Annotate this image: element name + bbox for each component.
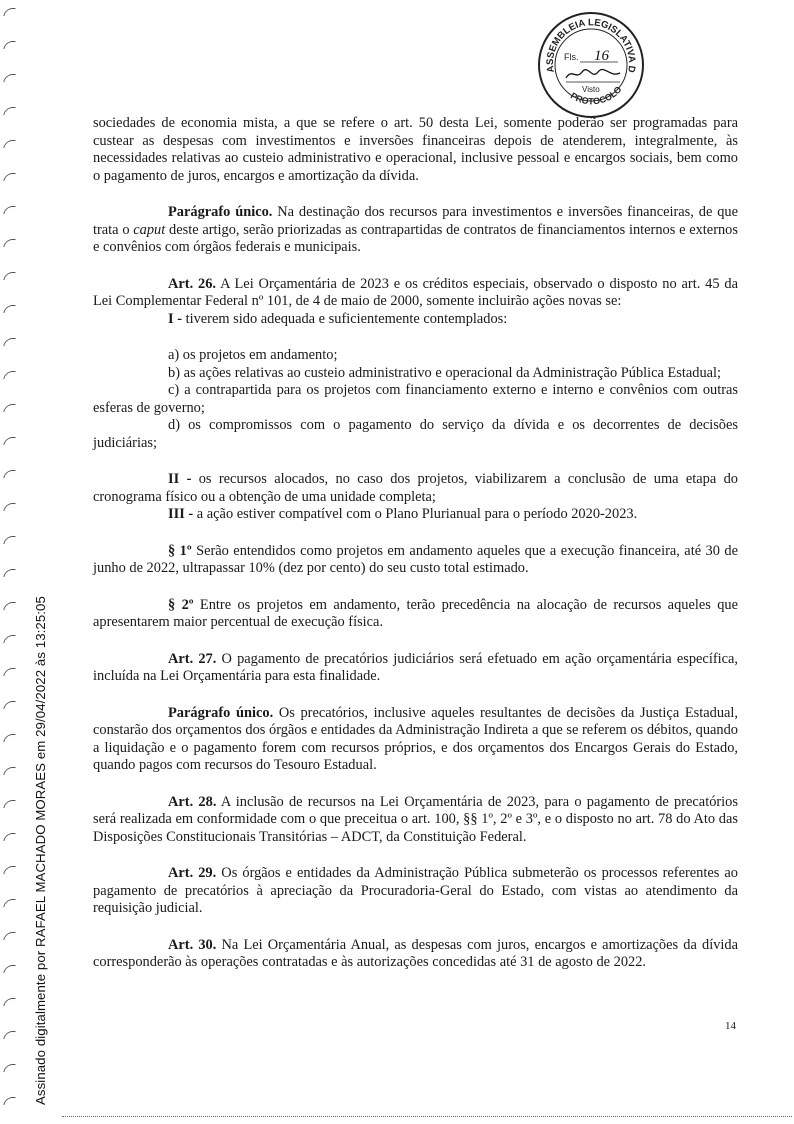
scan-edge-mark <box>3 140 15 148</box>
footer-divider <box>62 1116 792 1117</box>
scan-edge-mark <box>3 437 15 445</box>
scan-edge-mark <box>3 41 15 49</box>
document-body <box>93 115 738 972</box>
stamp-visto-label: Visto <box>582 85 600 94</box>
article-28: Art. 28. A inclusão de recursos na Lei Orçamentária de 2023, para o pagamento de precatórios será realizada em conformidade com o que preceitua o art. 100, §§ 1º, 2º e 3º, e o disposto no art. 78 do Ato das Disposições Constitucionais Transitórias – ADCT, da Constituição Federal. <box>93 793 738 845</box>
scan-edge-mark <box>3 701 15 709</box>
article-26-item-i: I - tiverem sido adequada e suficientemente contemplados: <box>168 310 508 327</box>
protocol-stamp <box>536 10 646 120</box>
article-30: Art. 30. Na Lei Orçamentária Anual, as despesas com juros, encargos e amortizações da dívida corresponderão às operações contratadas e às autorizações concedidas até 31 de agosto de 2022. <box>93 936 738 970</box>
scan-edge-mark <box>3 635 15 643</box>
scan-edge-mark <box>3 8 15 16</box>
scan-edge-mark <box>3 371 15 379</box>
article-label: Art. 29. <box>168 865 217 881</box>
scan-edge-mark <box>3 965 15 973</box>
scan-edge-mark <box>3 272 15 280</box>
article-26-item-iii: III - a ação estiver compatível com o Plano Plurianual para o período 2020-2023. <box>168 506 638 522</box>
article-26-paragraph-2: § 2º Entre os projetos em andamento, terão precedência na alocação de recursos aqueles que apresentarem maior percentual de execução física. <box>93 596 738 630</box>
paragraph-continuation: sociedades de economia mista, a que se refere o art. 50 desta Lei, somente poderão ser programadas para custear as despesas com investimentos e inversões financeiras depois de atenderem, integralmente, às necessidades relativas ao custeio administrativo e operacional, inclusive pessoal e encargos sociais, bem como o pagamento de juros, encargos e amortização da dívida. <box>93 115 738 184</box>
stamp-fls-value: 16 <box>594 48 609 64</box>
stamp-handwritten-signature <box>566 69 620 78</box>
scan-edge-mark <box>3 734 15 742</box>
article-26-item-d: d) os compromissos com o pagamento do serviço da dívida e os decorrentes de decisões judiciárias; <box>93 417 738 451</box>
scan-edge-mark <box>3 998 15 1006</box>
scan-edge-mark <box>3 1031 15 1039</box>
scan-edge-mark <box>3 470 15 478</box>
scan-edge-mark <box>3 1064 15 1072</box>
scan-edge-mark <box>3 668 15 676</box>
scan-edge-mark <box>3 239 15 247</box>
article-label: Art. 28. <box>168 793 217 810</box>
scan-edge-mark <box>3 107 15 115</box>
article-26-item-b: b) as ações relativas ao custeio administrativo e operacional da Administração Pública Estadual; <box>168 364 722 381</box>
stamp-fls-label: Fls. <box>564 52 579 62</box>
article-27: Art. 27. O pagamento de precatórios judiciários será efetuado em ação orçamentária específica, incluída na Lei Orçamentária para esta finalidade. <box>93 650 738 684</box>
scan-edge-mark <box>3 206 15 214</box>
scan-edge-mark <box>3 404 15 412</box>
scan-edge-mark <box>3 899 15 907</box>
scan-edge-mark <box>3 1097 15 1105</box>
scan-edge-marks <box>0 0 30 1124</box>
scan-edge-mark <box>3 800 15 808</box>
article-label: Art. 27. <box>168 650 217 667</box>
stamp-ring-text: ASSEMBLEIA LEGISLATIVA D <box>544 17 638 74</box>
stamp-protocol-text: PROTOCOLO <box>568 84 624 107</box>
article-26-item-ii: II - os recursos alocados, no caso dos projetos, viabilizarem a conclusão de uma etapa do cronograma físico ou a obtenção de uma unidade completa; <box>93 471 738 505</box>
article-26-item-a: a) os projetos em andamento; <box>168 347 338 363</box>
scan-edge-mark <box>3 932 15 940</box>
article-label: Art. 30. <box>168 936 217 953</box>
scan-edge-mark <box>3 866 15 874</box>
scan-edge-mark <box>3 503 15 511</box>
paragraph-label: Parágrafo único. <box>168 704 274 721</box>
article-26-paragraph-1: § 1º Serão entendidos como projetos em andamento aqueles que a execução financeira, até 30 de junho de 2022, ultrapassar 10% (dez por cento) do seu custo total estimado. <box>93 542 738 576</box>
article-29: Art. 29. Os órgãos e entidades da Administração Pública submeterão os processos referentes ao pagamento de precatórios à apreciação da Procuradoria-Geral do Estado, com vistas ao atendimento da requisição judicial. <box>93 865 738 916</box>
article-27-single-paragraph: Parágrafo único. Os precatórios, inclusive aqueles resultantes de decisões da Justiça Estadual, constarão dos orçamentos dos órgãos e entidades da Administração Indireta a que se referem os débitos, quando a liquidação e o pagamento forem com recursos próprios, e dos orçamentos dos Encargos Gerais do Estado, quando pagos com recursos do Tesouro Estadual. <box>93 704 739 773</box>
scan-edge-mark <box>3 338 15 346</box>
paragraph-single: Parágrafo único. Na destinação dos recursos para investimentos e inversões financeiras, de que trata o caput deste artigo, serão priorizadas as contrapartidas de contratos de financiamentos internos e externos e convênios com órgãos federais e municipais. <box>93 204 738 255</box>
digital-signature-note: Assinado digitalmente por RAFAEL MACHADO MORAES em 29/04/2022 às 13:25:05 <box>33 596 48 1105</box>
scan-edge-mark <box>3 833 15 841</box>
scan-edge-mark <box>3 569 15 577</box>
scan-edge-mark <box>3 602 15 610</box>
scan-edge-mark <box>3 536 15 544</box>
scan-edge-mark <box>3 74 15 82</box>
article-label: Art. 26. <box>168 275 217 292</box>
article-26: Art. 26. A Lei Orçamentária de 2023 e os créditos especiais, observado o disposto no art. 45 da Lei Complementar Federal nº 101, de 4 de maio de 2000, somente incluirão ações novas se: <box>93 275 738 309</box>
article-26-item-c: c) a contrapartida para os projetos com financiamento externo e interno e convênios com outras esferas de governo; <box>93 382 738 416</box>
protocol-stamp-seal <box>536 10 646 120</box>
scan-edge-mark <box>3 767 15 775</box>
scan-edge-mark <box>3 305 15 313</box>
page-number: 14 <box>725 1020 736 1032</box>
scan-edge-mark <box>3 173 15 181</box>
paragraph-label: Parágrafo único. <box>168 204 273 220</box>
